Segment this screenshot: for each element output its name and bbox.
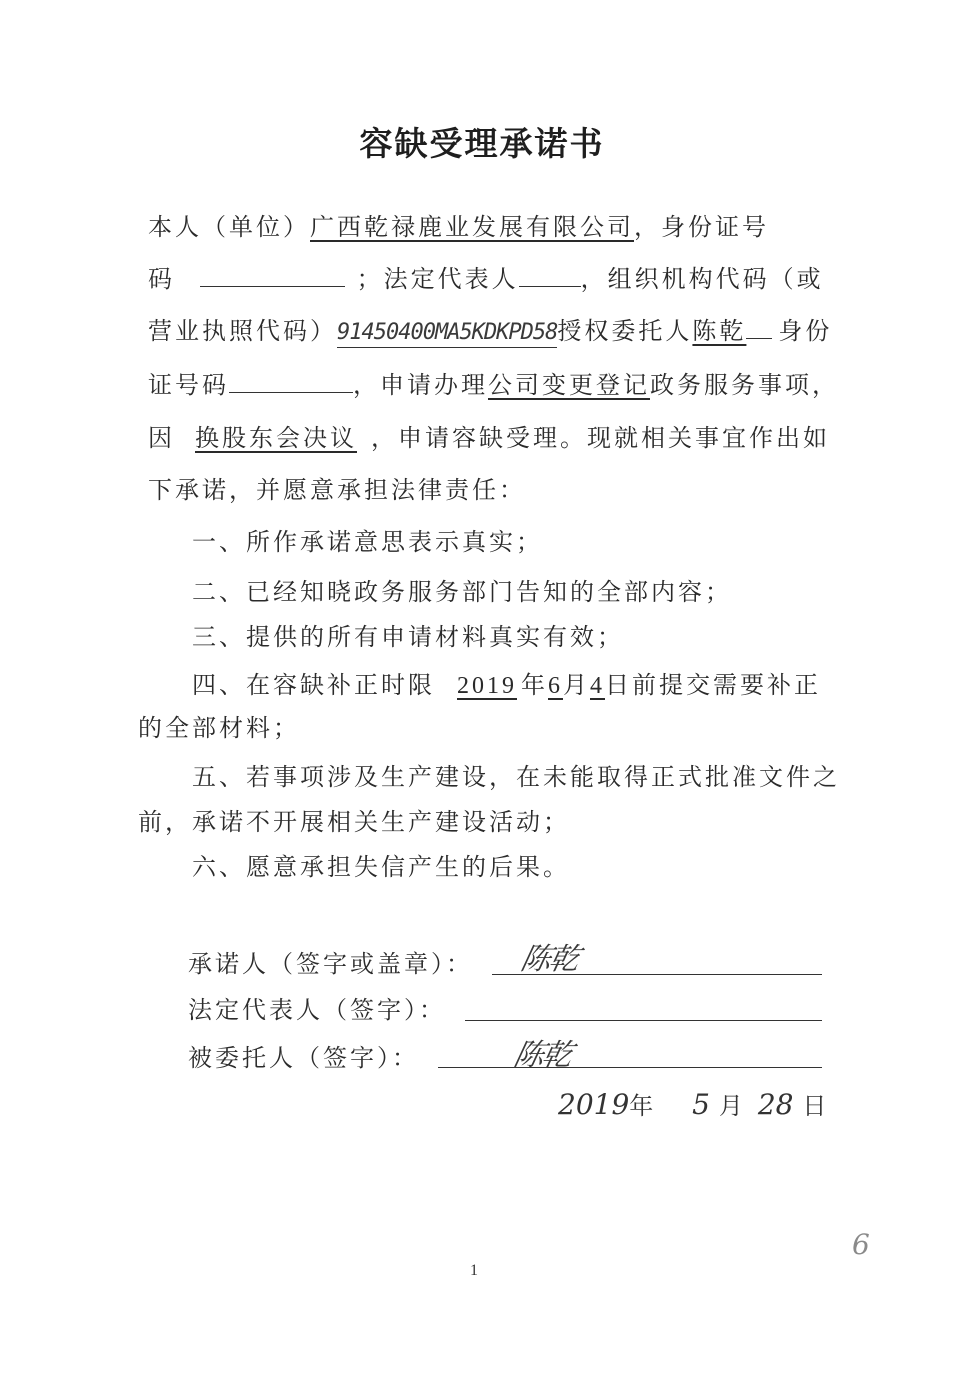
commitment-4-line-2: 的全部材料； <box>138 714 300 742</box>
commitment-6: 六、愿意承担失信产生的后果。 <box>192 853 570 881</box>
text: 政务服务事项， <box>650 371 839 399</box>
service-matter: 公司变更登记 <box>488 371 650 399</box>
text: 年 <box>521 671 548 699</box>
legal-rep-blank <box>519 264 581 287</box>
delegate-underline <box>746 316 772 339</box>
id-number-blank <box>200 264 345 287</box>
commitment-3: 三、提供的所有申请材料真实有效； <box>192 623 624 651</box>
text: 营业执照代码） <box>148 317 337 345</box>
deadline-day: 4 <box>590 673 605 699</box>
delegate-signature: 陈乾 <box>510 1038 574 1073</box>
legal-rep-signature-line <box>465 1020 822 1021</box>
deadline-month: 6 <box>548 673 563 699</box>
commitment-2: 二、已经知晓政务服务部门告知的全部内容； <box>192 578 732 606</box>
text: 授权委托人 <box>557 317 693 345</box>
paragraph-line-2 <box>148 264 824 294</box>
text: 身份 <box>778 317 833 345</box>
paragraph-line-1 <box>148 212 769 242</box>
text: 年 <box>629 1092 654 1120</box>
promisor-label: 承诺人（签字或盖章）： <box>188 950 473 978</box>
commitment-5-line-2: 前，承诺不开展相关生产建设活动； <box>138 808 570 836</box>
deficiency-reason: 换股东会决议 <box>195 424 357 452</box>
text: 码 <box>148 265 175 293</box>
text: ；法定代表人 <box>356 265 519 293</box>
commitment-4-line-1 <box>192 670 821 701</box>
date-month: 5 <box>692 1088 710 1121</box>
document-title: 容缺受理承诺书 <box>359 124 605 163</box>
date-day: 28 <box>757 1088 794 1121</box>
delegate-label: 被委托人（签字）： <box>188 1044 419 1072</box>
date-year: 2019 <box>558 1088 630 1121</box>
paragraph-line-5 <box>148 423 830 453</box>
page-number: 1 <box>470 1262 478 1279</box>
paragraph-line-6: 下承诺，并愿意承担法律责任： <box>148 476 526 504</box>
delegate-signature-line <box>438 1067 822 1068</box>
handwritten-page-mark: 6 <box>852 1228 870 1261</box>
legal-rep-label: 法定代表人（签字）： <box>188 996 446 1024</box>
promisor-signature: 陈乾 <box>517 942 581 977</box>
text: ，申请办理 <box>353 371 488 399</box>
text: 月 <box>718 1092 743 1120</box>
text: 日前提交需要补正 <box>605 671 821 699</box>
company-name: 广西乾禄鹿业发展有限公司 <box>310 213 634 241</box>
text: 因 <box>148 424 175 452</box>
text: ，组织机构代码（或 <box>580 265 824 293</box>
text: 本人（单位） <box>148 213 310 241</box>
text: 月 <box>563 671 590 699</box>
paragraph-line-4 <box>148 370 839 400</box>
signature-date <box>558 1086 826 1121</box>
text: ，身份证号 <box>634 213 769 241</box>
text: 日 <box>802 1092 827 1120</box>
paragraph-line-3 <box>148 316 832 348</box>
delegate-id-blank <box>229 370 353 393</box>
deadline-year: 2019 <box>457 673 517 699</box>
text: ，申请容缺受理。现就相关事宜作出如 <box>371 424 830 452</box>
text: 证号码 <box>148 371 229 399</box>
commitment-5-line-1: 五、若事项涉及生产建设，在未能取得正式批准文件之 <box>192 763 840 791</box>
text: 四、在容缺补正时限 <box>192 671 435 699</box>
delegate-name: 陈乾 <box>692 317 747 345</box>
license-code: 91450400MA5KDKPD58 <box>337 320 557 348</box>
commitment-1: 一、所作承诺意思表示真实； <box>192 528 543 556</box>
